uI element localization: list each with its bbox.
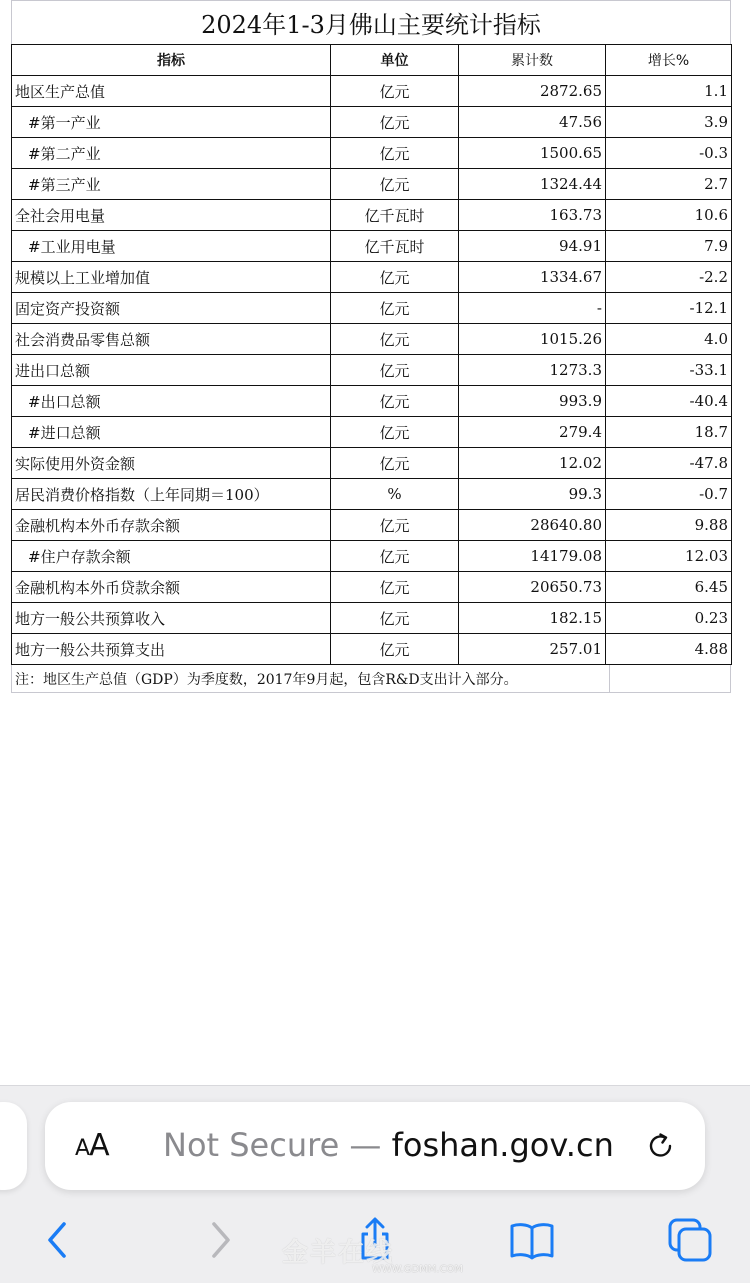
- bookmarks-button-graphic: [508, 1216, 556, 1264]
- table-row: [12, 572, 732, 603]
- growth-cell: 10.6: [606, 200, 732, 231]
- table-body: [12, 76, 732, 665]
- growth-cell: 9.88: [606, 510, 732, 541]
- growth-cell: -0.3: [606, 138, 732, 169]
- unit-cell: 亿千瓦时: [331, 200, 459, 231]
- cumulative-cell: 1500.65: [459, 138, 606, 169]
- unit-cell: 亿元: [331, 169, 459, 200]
- growth-cell: 3.9: [606, 107, 732, 138]
- url-domain: foshan.gov.cn: [391, 1126, 614, 1164]
- indicator-cell: #第三产业: [12, 169, 331, 200]
- cumulative-cell: 12.02: [459, 448, 606, 479]
- indicator-cell: 进出口总额: [12, 355, 331, 386]
- watermark-url: WWW.GDMM.COM: [372, 1264, 464, 1275]
- indicator-cell: 固定资产投资额: [12, 293, 331, 324]
- unit-cell: 亿元: [331, 510, 459, 541]
- browser-bottom-bar: [0, 1085, 750, 1283]
- indicator-cell: 居民消费价格指数（上年同期＝100）: [12, 479, 331, 510]
- cumulative-cell: 94.91: [459, 231, 606, 262]
- indicator-cell: 实际使用外资金额: [12, 448, 331, 479]
- growth-cell: 1.1: [606, 76, 732, 107]
- unit-cell: 亿元: [331, 107, 459, 138]
- table-title: 2024年1-3月佛山主要统计指标: [11, 0, 731, 44]
- cumulative-cell: 279.4: [459, 417, 606, 448]
- cumulative-cell: 28640.80: [459, 510, 606, 541]
- indicator-cell: #进口总额: [12, 417, 331, 448]
- table-row: [12, 634, 732, 665]
- table-row: [12, 386, 732, 417]
- cumulative-cell: 20650.73: [459, 572, 606, 603]
- table-note-row: [11, 665, 731, 693]
- security-status: Not Secure —: [163, 1126, 382, 1164]
- watermark-logo: 金羊在线: [282, 1238, 395, 1268]
- table-row: [12, 231, 732, 262]
- stats-table: [11, 44, 732, 665]
- cumulative-cell: 1273.3: [459, 355, 606, 386]
- table-row: [12, 107, 732, 138]
- chevron-left-icon[interactable]: [34, 1216, 82, 1264]
- indicator-cell: 全社会用电量: [12, 200, 331, 231]
- unit-cell: 亿元: [331, 293, 459, 324]
- cumulative-cell: 2872.65: [459, 76, 606, 107]
- growth-cell: 4.0: [606, 324, 732, 355]
- unit-cell: 亿千瓦时: [331, 231, 459, 262]
- reload-icon-graphic: [643, 1128, 679, 1164]
- table-row: [12, 479, 732, 510]
- growth-cell: 18.7: [606, 417, 732, 448]
- back-button-graphic: [34, 1216, 82, 1264]
- header-growth: 增长%: [606, 45, 732, 76]
- unit-cell: 亿元: [331, 417, 459, 448]
- indicator-cell: 金融机构本外币存款余额: [12, 510, 331, 541]
- cumulative-cell: 47.56: [459, 107, 606, 138]
- growth-cell: -33.1: [606, 355, 732, 386]
- cumulative-cell: 1324.44: [459, 169, 606, 200]
- table-row: [12, 138, 732, 169]
- table-row: [12, 169, 732, 200]
- cumulative-cell: 257.01: [459, 634, 606, 665]
- growth-cell: -47.8: [606, 448, 732, 479]
- indicator-cell: 社会消费品零售总额: [12, 324, 331, 355]
- header-cumulative: 累计数: [459, 45, 606, 76]
- table-row: [12, 200, 732, 231]
- cumulative-cell: -: [459, 293, 606, 324]
- table-row: [12, 541, 732, 572]
- growth-cell: 12.03: [606, 541, 732, 572]
- growth-cell: -0.7: [606, 479, 732, 510]
- growth-cell: -12.1: [606, 293, 732, 324]
- unit-cell: 亿元: [331, 262, 459, 293]
- table-row: [12, 262, 732, 293]
- text-size-big-a: A: [89, 1128, 109, 1163]
- cumulative-cell: 993.9: [459, 386, 606, 417]
- book-icon[interactable]: [508, 1216, 556, 1264]
- indicator-cell: 地区生产总值: [12, 76, 331, 107]
- address-bar[interactable]: [45, 1102, 705, 1190]
- table-row: [12, 76, 732, 107]
- indicator-cell: 规模以上工业增加值: [12, 262, 331, 293]
- unit-cell: 亿元: [331, 448, 459, 479]
- tabs-icon[interactable]: [666, 1216, 714, 1264]
- chevron-right-icon[interactable]: [196, 1216, 244, 1264]
- unit-cell: 亿元: [331, 541, 459, 572]
- unit-cell: 亿元: [331, 572, 459, 603]
- growth-cell: 7.9: [606, 231, 732, 262]
- indicator-cell: 金融机构本外币贷款余额: [12, 572, 331, 603]
- cumulative-cell: 163.73: [459, 200, 606, 231]
- cumulative-cell: 1015.26: [459, 324, 606, 355]
- table-row: [12, 603, 732, 634]
- growth-cell: 4.88: [606, 634, 732, 665]
- indicator-cell: #住户存款余额: [12, 541, 331, 572]
- indicator-cell: #出口总额: [12, 386, 331, 417]
- growth-cell: -40.4: [606, 386, 732, 417]
- unit-cell: %: [331, 479, 459, 510]
- table-note: 注：地区生产总值（GDP）为季度数，2017年9月起，包含R&D支出计入部分。: [12, 665, 610, 692]
- cumulative-cell: 14179.08: [459, 541, 606, 572]
- growth-cell: 2.7: [606, 169, 732, 200]
- table-row: [12, 510, 732, 541]
- stats-table-wrapper: [11, 0, 731, 693]
- table-row: [12, 448, 732, 479]
- unit-cell: 亿元: [331, 76, 459, 107]
- unit-cell: 亿元: [331, 138, 459, 169]
- table-header-row: [12, 45, 732, 76]
- url-display[interactable]: [163, 1126, 614, 1164]
- growth-cell: 0.23: [606, 603, 732, 634]
- indicator-cell: 地方一般公共预算收入: [12, 603, 331, 634]
- cumulative-cell: 1334.67: [459, 262, 606, 293]
- forward-button-graphic: [196, 1216, 244, 1264]
- text-size-small-a: A: [75, 1136, 90, 1161]
- table-row: [12, 417, 732, 448]
- header-indicator: 指标: [12, 45, 331, 76]
- table-row: [12, 324, 732, 355]
- unit-cell: 亿元: [331, 324, 459, 355]
- table-row: [12, 355, 732, 386]
- cumulative-cell: 99.3: [459, 479, 606, 510]
- previous-tab-preview[interactable]: [0, 1102, 27, 1190]
- tabs-button-graphic: [666, 1216, 714, 1264]
- growth-cell: -2.2: [606, 262, 732, 293]
- growth-cell: 6.45: [606, 572, 732, 603]
- text-size-button[interactable]: [75, 1128, 109, 1163]
- indicator-cell: #工业用电量: [12, 231, 331, 262]
- unit-cell: 亿元: [331, 386, 459, 417]
- indicator-cell: 地方一般公共预算支出: [12, 634, 331, 665]
- header-unit: 单位: [331, 45, 459, 76]
- cumulative-cell: 182.15: [459, 603, 606, 634]
- unit-cell: 亿元: [331, 634, 459, 665]
- reload-icon[interactable]: [643, 1128, 679, 1164]
- indicator-cell: #第一产业: [12, 107, 331, 138]
- table-row: [12, 293, 732, 324]
- unit-cell: 亿元: [331, 603, 459, 634]
- indicator-cell: #第二产业: [12, 138, 331, 169]
- unit-cell: 亿元: [331, 355, 459, 386]
